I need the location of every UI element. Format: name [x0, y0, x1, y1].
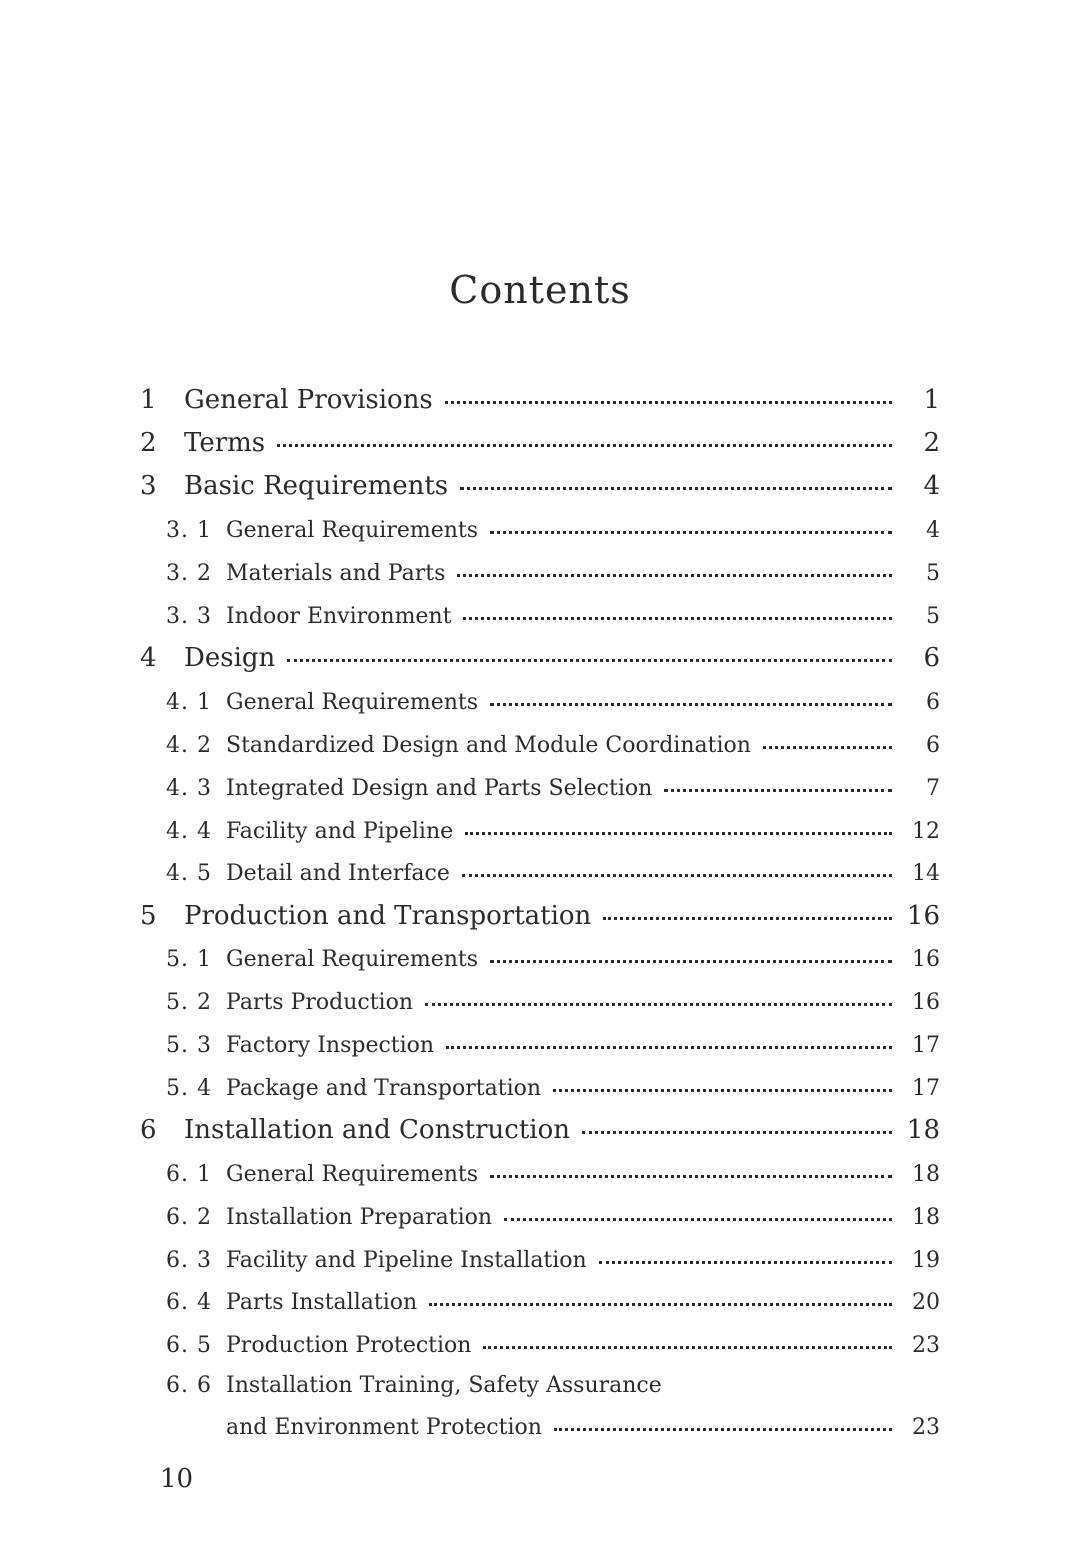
toc-number: 6. 3 — [166, 1247, 212, 1273]
dot-leader — [490, 703, 892, 706]
toc-title: Basic Requirements — [184, 471, 449, 501]
toc-page: 19 — [912, 1247, 940, 1273]
toc-entry — [140, 896, 940, 936]
dot-leader — [463, 617, 892, 620]
toc-title: Facility and Pipeline — [226, 818, 454, 844]
dot-leader — [490, 531, 892, 534]
toc-entry — [140, 423, 940, 463]
toc-page: 5 — [926, 560, 940, 586]
toc-number: 6 — [140, 1115, 157, 1145]
toc-number: 4. 4 — [166, 818, 212, 844]
toc-entry — [140, 380, 940, 420]
toc-title: General Requirements — [226, 1161, 479, 1187]
page-title: Contents — [449, 268, 631, 312]
toc-number: 5. 2 — [166, 989, 212, 1015]
dot-leader — [504, 1218, 892, 1221]
dot-leader — [445, 401, 892, 404]
toc-page: 5 — [926, 603, 940, 629]
toc-number: 6. 1 — [166, 1161, 212, 1187]
toc-title: General Requirements — [226, 517, 479, 543]
dot-leader — [483, 1346, 892, 1349]
dot-leader — [287, 659, 892, 662]
toc-number: 5. 4 — [166, 1075, 212, 1101]
dot-leader — [462, 874, 892, 877]
toc-entry — [140, 811, 940, 851]
toc-title: Standardized Design and Module Coordination — [226, 732, 751, 758]
toc-page: 6 — [926, 732, 940, 758]
toc-page: 6 — [923, 643, 940, 673]
dot-leader — [490, 1175, 892, 1178]
toc-entry — [140, 1325, 940, 1365]
toc-title: Parts Production — [226, 989, 413, 1015]
toc-entry — [140, 982, 940, 1022]
dot-leader — [763, 746, 892, 749]
toc-entry — [140, 1025, 940, 1065]
toc-entry — [140, 682, 940, 722]
toc-entry — [140, 939, 940, 979]
dot-leader — [603, 917, 892, 920]
toc-entry — [140, 1154, 940, 1194]
toc-title: Facility and Pipeline Installation — [226, 1247, 587, 1273]
toc-title: Production Protection — [226, 1332, 472, 1358]
toc-title: General Provisions — [184, 385, 433, 415]
toc-number: 6. 5 — [166, 1332, 212, 1358]
toc-entry — [140, 1365, 940, 1405]
toc-title: Indoor Environment — [226, 603, 452, 629]
toc-page: 6 — [926, 689, 940, 715]
toc-entry — [140, 853, 940, 893]
toc-page: 17 — [912, 1075, 940, 1101]
toc-entry — [140, 596, 940, 636]
toc-entry — [140, 466, 940, 506]
toc-number: 5. 1 — [166, 946, 212, 972]
toc-title: Production and Transportation — [184, 901, 592, 931]
toc-title: Design — [184, 643, 276, 673]
toc-page: 4 — [923, 471, 940, 501]
toc-number: 4. 3 — [166, 775, 212, 801]
dot-leader — [664, 789, 892, 792]
toc-page: 17 — [912, 1032, 940, 1058]
toc-page: 2 — [923, 428, 940, 458]
dot-leader — [582, 1131, 892, 1134]
toc-page: 16 — [912, 989, 940, 1015]
dot-leader — [554, 1428, 892, 1431]
toc-page: 4 — [926, 517, 940, 543]
toc-number: 4. 1 — [166, 689, 212, 715]
toc-page: 1 — [923, 385, 940, 415]
toc-number: 3. 2 — [166, 560, 212, 586]
toc-entry — [140, 1110, 940, 1150]
toc-entry — [140, 553, 940, 593]
dot-leader — [446, 1046, 892, 1049]
toc-page: 20 — [912, 1289, 940, 1315]
dot-leader — [457, 574, 892, 577]
toc-page: 18 — [912, 1204, 940, 1230]
toc-entry — [140, 768, 940, 808]
dot-leader — [429, 1303, 892, 1306]
toc-title: General Requirements — [226, 689, 479, 715]
page-number: 10 — [160, 1464, 194, 1494]
toc-title: Materials and Parts — [226, 560, 446, 586]
toc-entry — [140, 638, 940, 678]
toc-title: and Environment Protection — [226, 1414, 542, 1440]
toc-page: 14 — [912, 860, 940, 886]
toc-entry — [140, 510, 940, 550]
toc-title: General Requirements — [226, 946, 479, 972]
toc-entry — [140, 1197, 940, 1237]
toc-entry — [140, 725, 940, 765]
toc-page: 23 — [912, 1332, 940, 1358]
toc-page: 18 — [912, 1161, 940, 1187]
toc-page: 23 — [912, 1414, 940, 1440]
toc-number: 6. 2 — [166, 1204, 212, 1230]
toc-entry — [140, 1282, 940, 1322]
toc-title: Installation and Construction — [184, 1115, 571, 1145]
toc-title: Factory Inspection — [226, 1032, 435, 1058]
toc-number: 4. 5 — [166, 860, 212, 886]
toc-number: 4 — [140, 643, 157, 673]
dot-leader — [599, 1261, 892, 1264]
toc-entry — [140, 1240, 940, 1280]
toc-number: 5. 3 — [166, 1032, 212, 1058]
toc-title: Installation Training, Safety Assurance — [226, 1372, 662, 1398]
toc-number: 3. 3 — [166, 603, 212, 629]
toc-page: 12 — [912, 818, 940, 844]
toc-title: Package and Transportation — [226, 1075, 542, 1101]
toc-number: 3. 1 — [166, 517, 212, 543]
toc-entry-continuation — [140, 1407, 940, 1447]
toc-entry — [140, 1068, 940, 1108]
toc-page: 16 — [906, 901, 940, 931]
dot-leader — [465, 832, 892, 835]
toc-page: 7 — [926, 775, 940, 801]
toc-page: 18 — [906, 1115, 940, 1145]
toc-title: Integrated Design and Parts Selection — [226, 775, 653, 801]
toc-title: Terms — [184, 428, 266, 458]
toc-page: 16 — [912, 946, 940, 972]
toc-number: 6. 4 — [166, 1289, 212, 1315]
toc-number: 6. 6 — [166, 1372, 212, 1398]
toc-title: Parts Installation — [226, 1289, 418, 1315]
dot-leader — [490, 960, 892, 963]
toc-title: Installation Preparation — [226, 1204, 493, 1230]
toc-title: Detail and Interface — [226, 860, 450, 886]
toc-number: 1 — [140, 385, 157, 415]
toc-number: 3 — [140, 471, 157, 501]
dot-leader — [460, 487, 892, 490]
dot-leader — [277, 444, 892, 447]
toc-number: 2 — [140, 428, 157, 458]
toc-number: 5 — [140, 901, 157, 931]
toc-number: 4. 2 — [166, 732, 212, 758]
dot-leader — [425, 1003, 892, 1006]
dot-leader — [553, 1089, 892, 1092]
